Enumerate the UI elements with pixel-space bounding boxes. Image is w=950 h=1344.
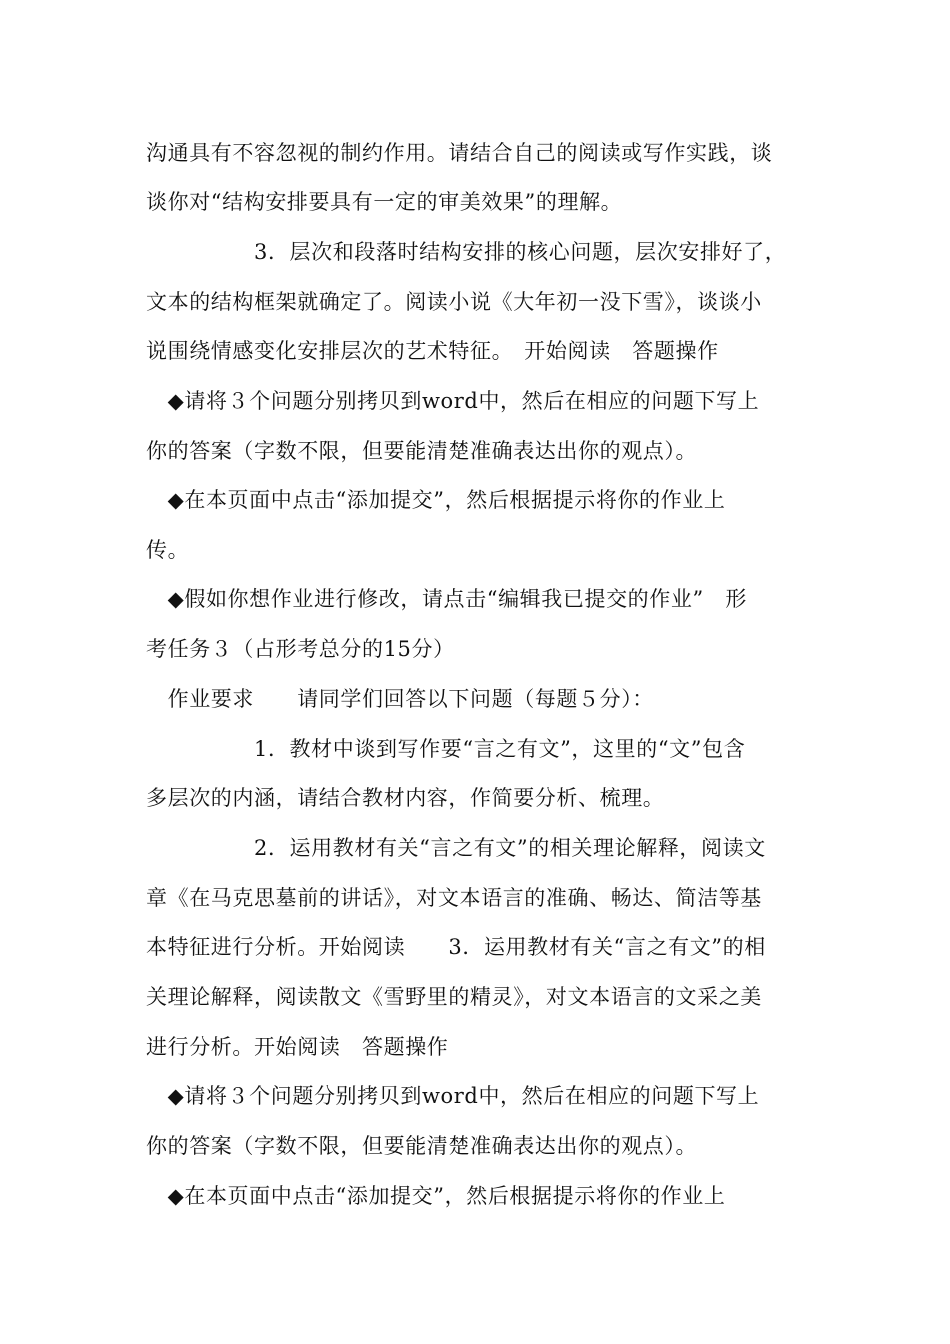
text-line-13: 1．教材中谈到写作要“言之有文”，这里的“文”包含 (146, 737, 746, 761)
text-line-14: 多层次的内涵，请结合教材内容，作简要分析、梳理。 (146, 786, 665, 810)
text-line-15: 2．运用教材有关“言之有文”的相关理论解释，阅读文 (146, 836, 766, 860)
text-line-9: 传。 (146, 538, 190, 562)
text-line-8: ◆在本页面中点击“添加提交”，然后根据提示将你的作业上 (146, 488, 726, 512)
text-line-17: 本特征进行分析。开始阅读 3．运用教材有关“言之有文”的相 (146, 935, 766, 959)
text-line-12: 作业要求 请同学们回答以下问题（每题５分）： (146, 687, 654, 711)
text-line-7: 你的答案（字数不限，但要能清楚准确表达出你的观点）。 (146, 439, 698, 463)
text-line-20: ◆请将３个问题分别拷贝到word中，然后在相应的问题下写上 (146, 1084, 760, 1108)
text-line-22: ◆在本页面中点击“添加提交”，然后根据提示将你的作业上 (146, 1184, 726, 1208)
text-line-4: 文本的结构框架就确定了。阅读小说《大年初一没下雪》，谈谈小 (146, 290, 762, 314)
text-line-19: 进行分析。开始阅读 答题操作 (146, 1035, 449, 1059)
text-line-18: 关理论解释，阅读散文《雪野里的精灵》，对文本语言的文采之美 (146, 985, 762, 1009)
text-line-16: 章《在马克思墓前的讲话》，对文本语言的准确、畅达、简洁等基 (146, 886, 762, 910)
text-line-3: 3．层次和段落时结构安排的核心问题，层次安排好了， (146, 240, 787, 264)
text-line-5: 说围绕情感变化安排层次的艺术特征。 开始阅读 答题操作 (146, 339, 719, 363)
text-line-11: 考任务３（占形考总分的15分） (146, 637, 455, 661)
text-line-1: 沟通具有不容忽视的制约作用。请结合自己的阅读或写作实践，谈 (146, 141, 773, 165)
text-line-6: ◆请将３个问题分别拷贝到word中，然后在相应的问题下写上 (146, 389, 760, 413)
text-line-21: 你的答案（字数不限，但要能清楚准确表达出你的观点）。 (146, 1134, 698, 1158)
text-line-2: 谈你对“结构安排要具有一定的审美效果”的理解。 (146, 190, 623, 214)
text-line-10: ◆假如你想作业进行修改，请点击“编辑我已提交的作业” 形 (146, 587, 748, 611)
